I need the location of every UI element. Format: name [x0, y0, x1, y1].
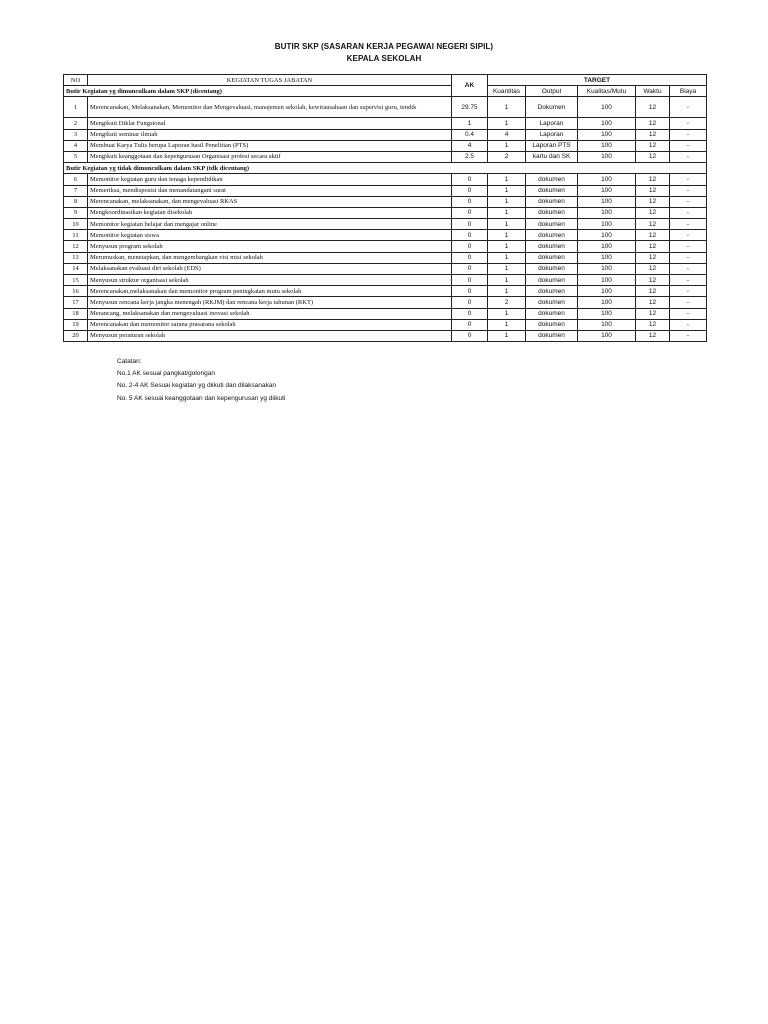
row-waktu: 12 [636, 241, 670, 252]
row-biaya: - [670, 275, 707, 286]
row-ak: 0 [452, 230, 488, 241]
row-kuantitas: 1 [488, 319, 526, 330]
row-output: dokumen [526, 252, 578, 263]
row-output: dokumen [526, 207, 578, 218]
row-kegiatan: Mengkoordinasikan kegiatan disekolah [88, 207, 452, 218]
row-kuantitas: 1 [488, 241, 526, 252]
row-output: kartu dan SK [526, 151, 578, 162]
row-waktu: 12 [636, 263, 670, 274]
row-no: 2 [64, 118, 88, 129]
row-ak: 0 [452, 330, 488, 341]
row-kegiatan: Melaksanakan evaluasi diri sekolah (EDS) [88, 263, 452, 274]
row-biaya: - [670, 219, 707, 230]
section-2-header [64, 163, 707, 174]
row-kualitas: 100 [578, 308, 636, 319]
header-ak: AK [452, 75, 488, 97]
row-kualitas: 100 [578, 207, 636, 218]
row-kualitas: 100 [578, 252, 636, 263]
row-kuantitas: 2 [488, 297, 526, 308]
row-kegiatan: Merancang, melaksanakan dan mengevaluasi inovasi sekolah [88, 308, 452, 319]
table-row [64, 129, 707, 140]
row-no: 4 [64, 140, 88, 151]
row-ak: 0 [452, 219, 488, 230]
row-kegiatan: Merencanakan, melaksanakan, dan mengevaluasi RKAS [88, 196, 452, 207]
row-ak: 0 [452, 174, 488, 185]
header-waktu: Waktu [636, 86, 670, 97]
row-waktu: 12 [636, 185, 670, 196]
table-row [64, 97, 707, 118]
row-biaya: - [670, 140, 707, 151]
row-kegiatan: Menyusun program sekolah [88, 241, 452, 252]
row-ak: 0.4 [452, 129, 488, 140]
skp-table [63, 74, 707, 342]
row-kegiatan: Membuat Karya Tulis berupa Laporan hasil Penelitian (PTS) [88, 140, 452, 151]
row-ak: 0 [452, 207, 488, 218]
row-no: 13 [64, 252, 88, 263]
row-kualitas: 100 [578, 230, 636, 241]
row-waktu: 12 [636, 230, 670, 241]
row-no: 17 [64, 297, 88, 308]
row-kuantitas: 1 [488, 275, 526, 286]
row-output: dokumen [526, 230, 578, 241]
row-no: 12 [64, 241, 88, 252]
row-waktu: 12 [636, 330, 670, 341]
header-kuantitas: Kuantitas [488, 86, 526, 97]
row-kegiatan: Menyusun peraturan sekolah [88, 330, 452, 341]
row-biaya: - [670, 263, 707, 274]
row-output: Laporan [526, 118, 578, 129]
row-no: 8 [64, 196, 88, 207]
table-row [64, 140, 707, 151]
row-kuantitas: 1 [488, 230, 526, 241]
note-line: No. 2-4 AK Sesuai kegiatan yg diikuti dan dilaksanakan [117, 382, 276, 390]
table-row [64, 196, 707, 207]
table-row [64, 308, 707, 319]
row-kuantitas: 1 [488, 330, 526, 341]
row-no: 19 [64, 319, 88, 330]
row-kuantitas: 1 [488, 140, 526, 151]
row-no: 5 [64, 151, 88, 162]
row-waktu: 12 [636, 275, 670, 286]
row-output: dokumen [526, 319, 578, 330]
row-biaya: - [670, 286, 707, 297]
row-kuantitas: 2 [488, 151, 526, 162]
row-biaya: - [670, 252, 707, 263]
header-no: NO [64, 75, 88, 86]
table-row [64, 207, 707, 218]
row-kuantitas: 1 [488, 219, 526, 230]
row-biaya: - [670, 118, 707, 129]
row-kualitas: 100 [578, 286, 636, 297]
section-1-label: Kegiatan yg dimunculkam dalam SKP (dicentang) [82, 87, 222, 95]
header-target: TARGET [488, 75, 707, 86]
table-row [64, 319, 707, 330]
row-no: 10 [64, 219, 88, 230]
doc-subtitle: KEPALA SEKOLAH [346, 54, 422, 63]
row-output: dokumen [526, 286, 578, 297]
row-waktu: 12 [636, 196, 670, 207]
row-biaya: - [670, 207, 707, 218]
row-kegiatan: Mengikuti seminar ilmiah [88, 129, 452, 140]
doc-title: BUTIR SKP (SASARAN KERJA PEGAWAI NEGERI SIPIL) [274, 42, 494, 51]
row-output: dokumen [526, 297, 578, 308]
row-kualitas: 100 [578, 196, 636, 207]
row-ak: 0 [452, 263, 488, 274]
row-kualitas: 100 [578, 219, 636, 230]
row-output: Laporan [526, 129, 578, 140]
row-kegiatan: Merencanakan, Melaksanakan, Memonitor dan Mengevaluasi, manajemen sekolah, kewirausahaan dan supervisi guru, tendik [88, 97, 452, 118]
table-row [64, 297, 707, 308]
row-output: dokumen [526, 308, 578, 319]
row-ak: 2.5 [452, 151, 488, 162]
row-ak: 0 [452, 275, 488, 286]
row-waktu: 12 [636, 252, 670, 263]
row-kualitas: 100 [578, 330, 636, 341]
header-kualitas: Kualitas/Mutu [578, 86, 636, 97]
row-output: dokumen [526, 330, 578, 341]
row-waktu: 12 [636, 129, 670, 140]
row-output: dokumen [526, 196, 578, 207]
row-kegiatan: Memonitor kegiatan siswa [88, 230, 452, 241]
table-row [64, 230, 707, 241]
row-output: Laporan PTS [526, 140, 578, 151]
row-output: dokumen [526, 185, 578, 196]
row-biaya: - [670, 151, 707, 162]
row-ak: 29.75 [452, 97, 488, 118]
row-output: dokumen [526, 219, 578, 230]
row-kualitas: 100 [578, 174, 636, 185]
row-kuantitas: 1 [488, 286, 526, 297]
table-row [64, 330, 707, 341]
row-output: dokumen [526, 241, 578, 252]
row-no: 11 [64, 230, 88, 241]
section-2-label: Kegiatan yg tidak dimunculkam dalam SKP (tdk dicentang) [82, 164, 250, 172]
row-kegiatan: Mengikuti Diklat Fungsional [88, 118, 452, 129]
row-kuantitas: 4 [488, 129, 526, 140]
notes-heading: Catatan: [117, 358, 142, 365]
row-waktu: 12 [636, 97, 670, 118]
row-kuantitas: 1 [488, 252, 526, 263]
row-kegiatan: Merumuskan, menetapkan, dan mengembangkan visi misi sekolah [88, 252, 452, 263]
row-no: 14 [64, 263, 88, 274]
row-kualitas: 100 [578, 129, 636, 140]
row-ak: 0 [452, 196, 488, 207]
row-kegiatan: Menyusun struktur organisasi sekolah [88, 275, 452, 286]
row-kuantitas: 1 [488, 174, 526, 185]
row-waktu: 12 [636, 308, 670, 319]
row-no: 15 [64, 275, 88, 286]
row-output: dokumen [526, 275, 578, 286]
row-kuantitas: 1 [488, 118, 526, 129]
row-ak: 0 [452, 241, 488, 252]
row-biaya: - [670, 174, 707, 185]
row-waktu: 12 [636, 286, 670, 297]
note-line: No. 5 AK sesuai keanggotaan dan kepengurusan yg diikuti [117, 394, 286, 402]
row-ak: 4 [452, 140, 488, 151]
row-kegiatan: Menyusun rencana kerja jangka menengah (RKJM) dan rencana kerja tahunan (RKT) [88, 297, 452, 308]
row-kegiatan: Merencanakan dan memonitor sarana prasarana sekolah [88, 319, 452, 330]
section-1-header [64, 86, 452, 97]
row-ak: 1 [452, 118, 488, 129]
row-kualitas: 100 [578, 297, 636, 308]
row-waktu: 12 [636, 118, 670, 129]
row-waktu: 12 [636, 219, 670, 230]
row-biaya: - [670, 129, 707, 140]
row-ak: 0 [452, 297, 488, 308]
row-kualitas: 100 [578, 140, 636, 151]
section-1-prefix: Butir [66, 87, 81, 95]
row-biaya: - [670, 196, 707, 207]
notes [117, 356, 285, 405]
table-row [64, 263, 707, 274]
header-biaya: Biaya [670, 86, 707, 97]
row-no: 7 [64, 185, 88, 196]
row-biaya: - [670, 297, 707, 308]
row-kegiatan: Memonitor kegiatan guru dan tenaga kependidikan [88, 174, 452, 185]
table-row [64, 275, 707, 286]
row-waktu: 12 [636, 207, 670, 218]
row-kualitas: 100 [578, 241, 636, 252]
row-biaya: - [670, 308, 707, 319]
row-ak: 0 [452, 319, 488, 330]
row-kuantitas: 1 [488, 308, 526, 319]
row-output: Dokumen [526, 97, 578, 118]
row-waktu: 12 [636, 319, 670, 330]
row-kuantitas: 1 [488, 263, 526, 274]
row-kualitas: 100 [578, 275, 636, 286]
row-biaya: - [670, 185, 707, 196]
row-ak: 0 [452, 252, 488, 263]
header-kegiatan: KEGIATAN TUGAS JABATAN [88, 75, 452, 86]
row-ak: 0 [452, 185, 488, 196]
row-kualitas: 100 [578, 185, 636, 196]
header-output: Output [526, 86, 578, 97]
row-no: 18 [64, 308, 88, 319]
table-row [64, 241, 707, 252]
row-output: dokumen [526, 174, 578, 185]
row-kuantitas: 1 [488, 185, 526, 196]
row-kuantitas: 1 [488, 196, 526, 207]
table-row [64, 185, 707, 196]
row-kegiatan: Memeriksa, mendisposisi dan menandatangani surat [88, 185, 452, 196]
table-row [64, 174, 707, 185]
row-kuantitas: 1 [488, 207, 526, 218]
table-row [64, 286, 707, 297]
table-row [64, 151, 707, 162]
row-kegiatan: Merencanakan,melaksanakan dan memonitor program peningkatan mutu sekolah [88, 286, 452, 297]
table-row [64, 118, 707, 129]
row-output: dokumen [526, 263, 578, 274]
row-biaya: - [670, 230, 707, 241]
note-line: No.1 AK sesuai pangkat/golongan [117, 370, 215, 378]
row-kuantitas: 1 [488, 97, 526, 118]
row-ak: 0 [452, 308, 488, 319]
section-2-prefix: Butir [66, 164, 81, 172]
row-kualitas: 100 [578, 97, 636, 118]
row-kualitas: 100 [578, 319, 636, 330]
row-waktu: 12 [636, 297, 670, 308]
row-kualitas: 100 [578, 118, 636, 129]
row-biaya: - [670, 330, 707, 341]
row-biaya: - [670, 319, 707, 330]
row-waktu: 12 [636, 140, 670, 151]
row-kegiatan: Mengikuti keanggotaan dan kepengurusan Organisasi profesi secara aktif [88, 151, 452, 162]
row-no: 20 [64, 330, 88, 341]
table-row [64, 219, 707, 230]
row-kualitas: 100 [578, 151, 636, 162]
row-no: 1 [64, 97, 88, 118]
row-ak: 0 [452, 286, 488, 297]
row-waktu: 12 [636, 174, 670, 185]
row-kualitas: 100 [578, 263, 636, 274]
row-waktu: 12 [636, 151, 670, 162]
row-no: 3 [64, 129, 88, 140]
row-biaya: - [670, 97, 707, 118]
row-no: 16 [64, 286, 88, 297]
row-no: 6 [64, 174, 88, 185]
table-row [64, 252, 707, 263]
row-biaya: - [670, 241, 707, 252]
row-kegiatan: Memonitor kegiatan belajar dan mengajar online [88, 219, 452, 230]
row-no: 9 [64, 207, 88, 218]
